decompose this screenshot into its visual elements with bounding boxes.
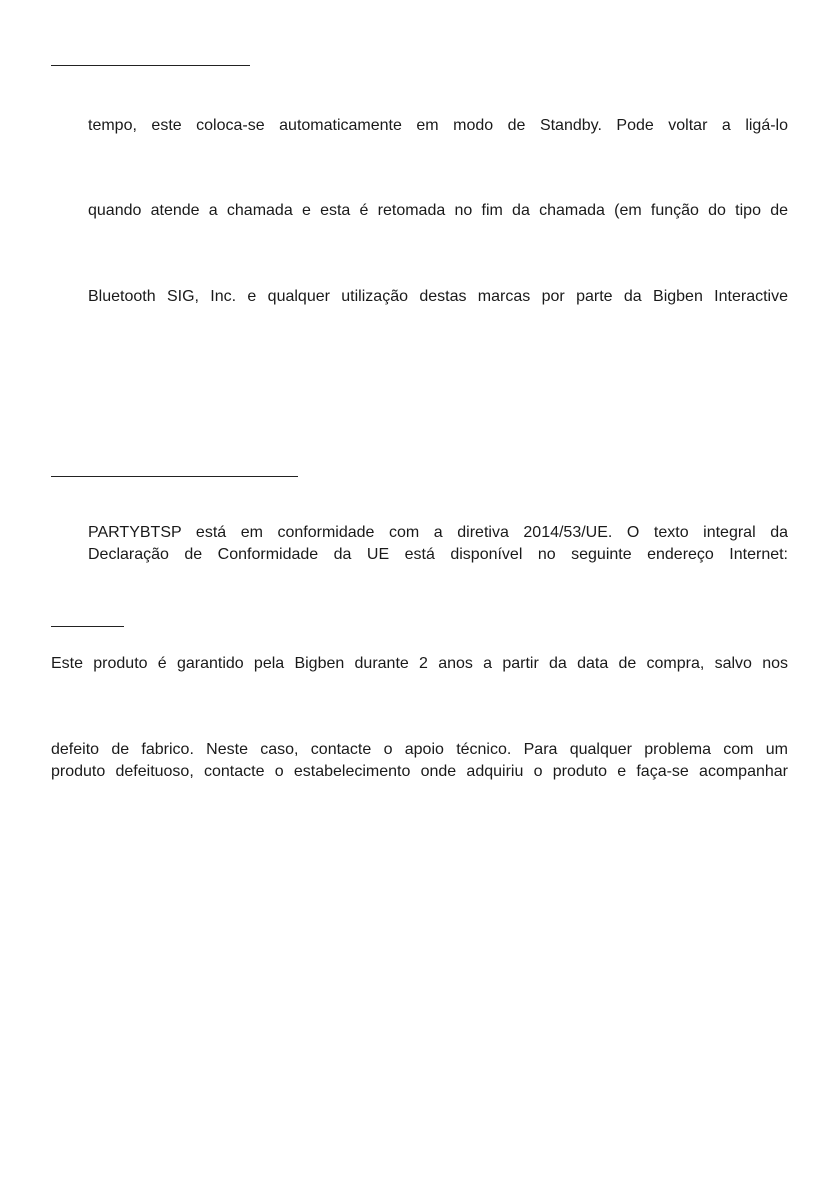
paragraph-line: Declaração de Conformidade da UE está disponível no seguinte endereço Internet: [88,546,788,563]
heading-underline-1 [51,65,250,66]
paragraph-line: Bluetooth SIG, Inc. e qualquer utilização destas marcas por parte da Bigben Interactive [88,288,788,305]
paragraph-line: PARTYBTSP está em conformidade com a diretiva 2014/53/UE. O texto integral da [88,524,788,541]
paragraph-line: Este produto é garantido pela Bigben durante 2 anos a partir da data de compra, salvo nos [51,655,788,672]
paragraph-line: tempo, este coloca-se automaticamente em modo de Standby. Pode voltar a ligá-lo [88,117,788,134]
heading-underline-2 [51,476,298,477]
paragraph-line: quando atende a chamada e esta é retomada no fim da chamada (em função do tipo de [88,202,788,219]
paragraph-line: produto defeituoso, contacte o estabelecimento onde adquiriu o produto e faça-se acompanhar [51,763,788,780]
heading-underline-3 [51,626,124,627]
paragraph-line: defeito de fabrico. Neste caso, contacte o apoio técnico. Para qualquer problema com um [51,741,788,758]
